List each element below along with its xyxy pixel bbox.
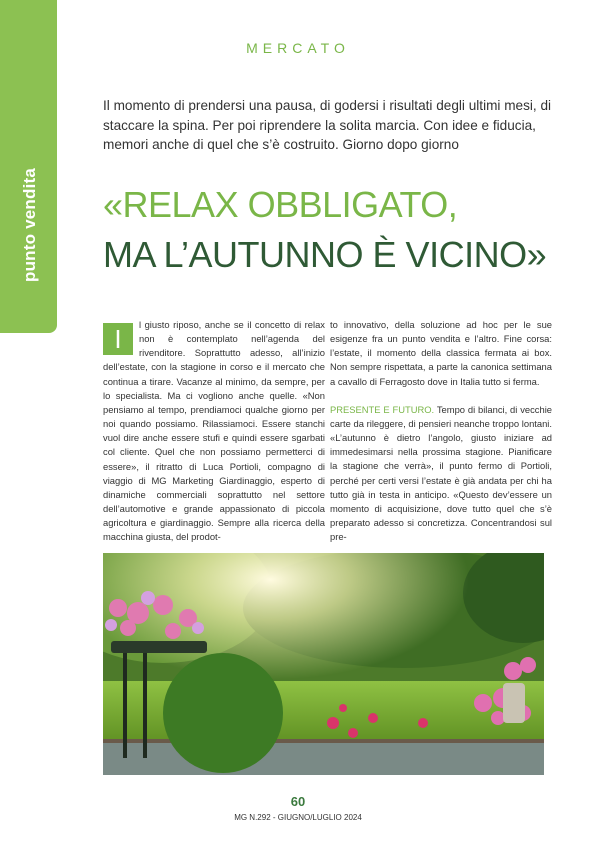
lead-paragraph: Il momento di prendersi una pausa, di godersi i risultati degli ultimi mesi, di staccare la spina. Per poi riprendere la solita marcia. Con idee e fiducia, memori anche di quel che s’è costruito. Giorno dopo giorno	[103, 98, 552, 152]
subheading: PRESENTE E FUTURO.	[330, 403, 435, 415]
garden-photo	[103, 553, 544, 775]
page-number: 60	[290, 794, 306, 809]
garden-photo-illustration	[103, 553, 544, 775]
section-label: MERCATO	[246, 40, 350, 56]
column-1-text: l giusto riposo, anche se il concetto di relax non è contemplato nell’agenda del rivenditore. Soprattutto adesso, all’inizio dell’estate, con la stagione in corso e il mercato che continua a tirare. Vacanze al minimo, da sempre, per lo specialista. Ma ci vogliono anche quelle. «Non pensiamo al tempo, prendiamoci qualche giorno per noi quando possiamo. Rilassiamoci. Essere stanchi vuol dire anche essere stufi e quindi essere sgarbati col cliente. Quel che non possiamo permetterci di essere», il ritratto di Luca Portioli, compagno di viaggio di MG Marketing Giardinaggio, esperto di dinamiche commerciali soprattutto nel settore dell’automotive e grande appassionato di piccola agricoltura e giardinaggio. Sempre alla ricerca della macchina giusta, del prodot-	[103, 319, 325, 543]
drop-cap: I	[103, 323, 133, 355]
headline-line-2: MA L’AUTUNNO È VICINO»	[103, 234, 547, 275]
headline-line-1: «RELAX OBBLIGATO,	[103, 184, 458, 225]
article-column-1	[103, 318, 325, 545]
column-2-paragraph-1: to innovativo, della soluzione ad hoc per le sue esigenze fra un punto vendita e l’altro. Fine corsa: l’estate, il momento della classica fermata ai box. Non sempre rispettata, a parte la canonica settimana a cavallo di Ferragosto dove in Italia tutto si ferma.	[330, 319, 552, 387]
article-column-2	[330, 318, 552, 544]
footer-issue: MG N.292 - GIUGNO/LUGLIO 2024	[234, 813, 362, 822]
column-2-paragraph-2: Tempo di bilanci, di vecchie carte da rileggere, di pensieri neanche troppo lontani. «L’autunno è dietro l’angolo, giusto iniziare ad immedesimarsi nella prossima stagione. Pianificare la stagione che verrà», il punto fermo di Portioli, perché per certi versi l’estate è già andata per chi ha tutto già in testa in anticipo. «Questo dev’essere un momento di acquisizione, dove tutto quel che s’è preparato adesso si concretizza. Concentrandosi sul pre-	[330, 403, 552, 543]
headline	[103, 180, 573, 280]
side-tab-label: punto vendita	[20, 167, 39, 282]
